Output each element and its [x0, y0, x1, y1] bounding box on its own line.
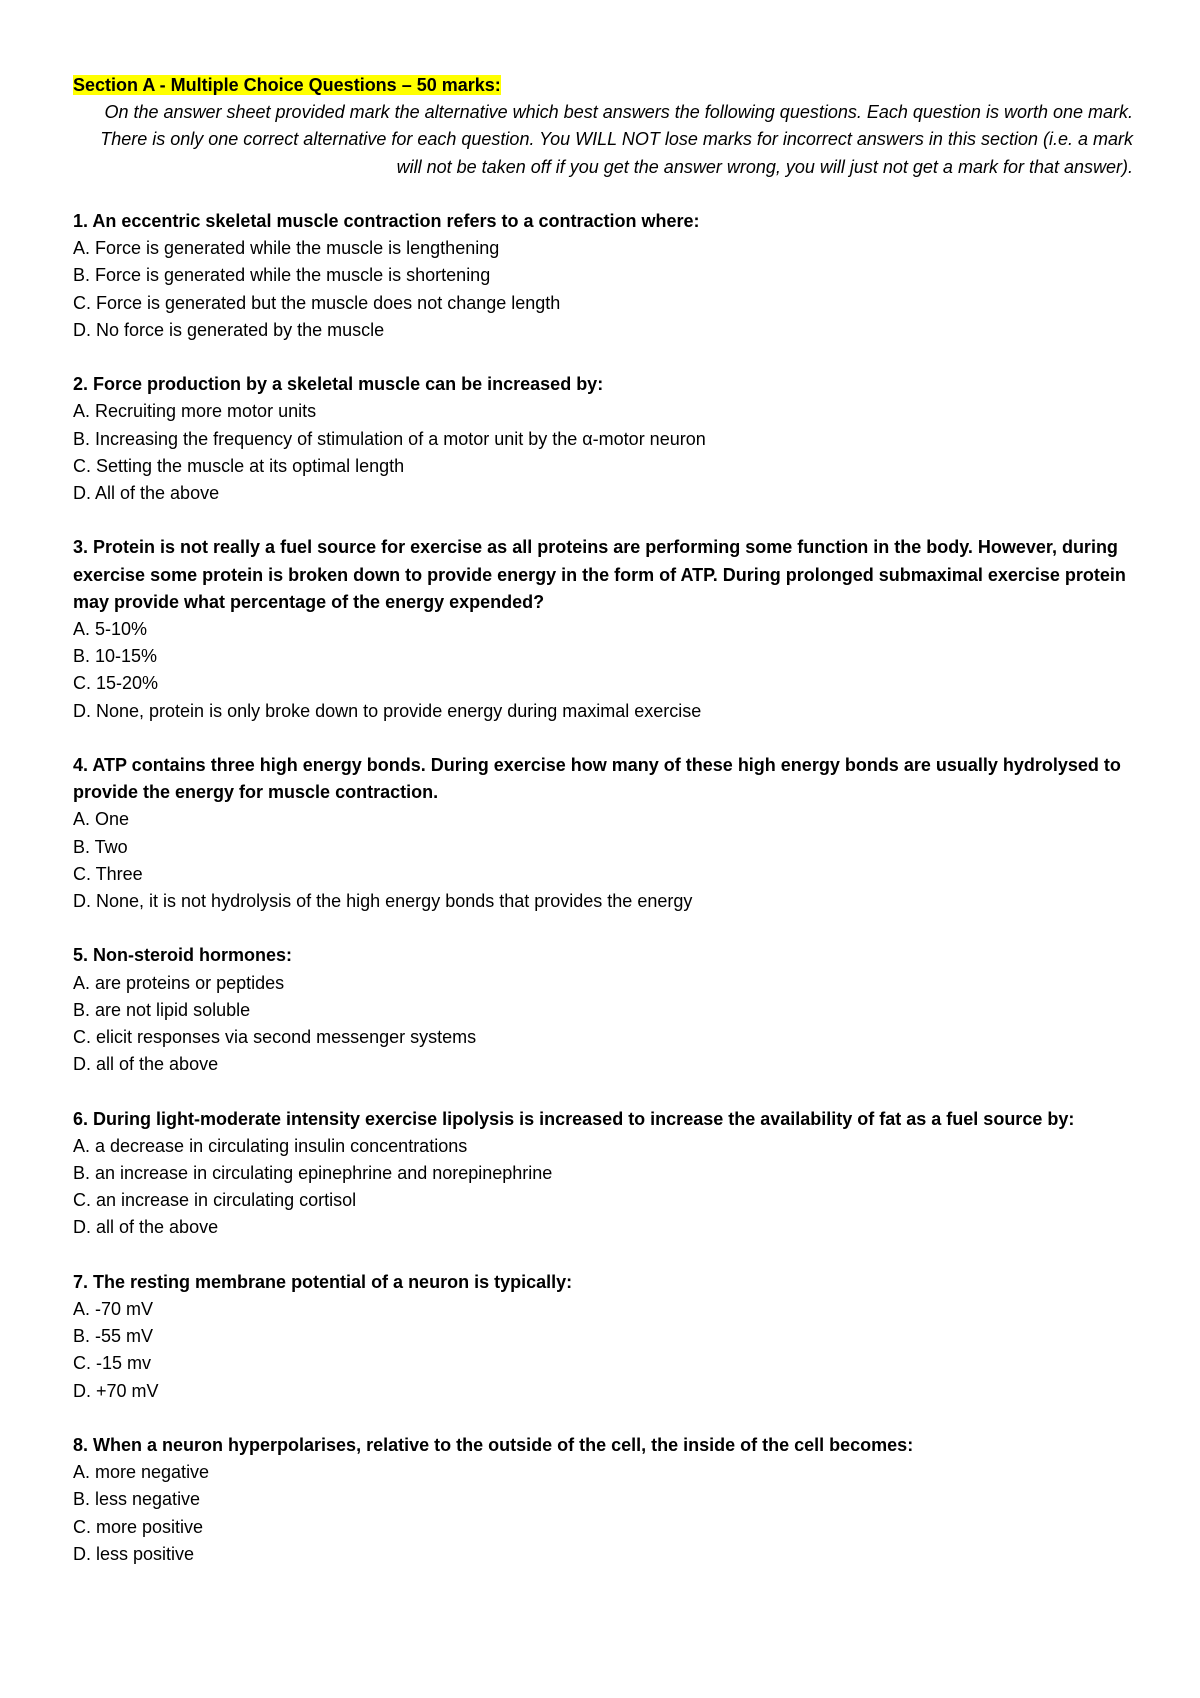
question-option: D. None, it is not hydrolysis of the high energy bonds that provides the energy: [73, 891, 693, 912]
question-option: C. Force is generated but the muscle does not change length: [73, 292, 561, 313]
question-4: [73, 752, 1133, 915]
question-stem: 5. Non-steroid hormones:: [73, 945, 293, 966]
question-option: A. Force is generated while the muscle is lengthening: [73, 238, 500, 259]
question-option: B. are not lipid soluble: [73, 999, 251, 1020]
question-option: A. more negative: [73, 1462, 210, 1483]
question-option: A. Recruiting more motor units: [73, 401, 317, 422]
question-option: D. all of the above: [73, 1217, 219, 1238]
question-2: [73, 371, 1133, 507]
question-6: [73, 1106, 1133, 1242]
question-8: [73, 1432, 1133, 1568]
question-option: D. all of the above: [73, 1054, 219, 1075]
question-stem: 1. An eccentric skeletal muscle contraction refers to a contraction where:: [73, 211, 700, 231]
question-stem: 8. When a neuron hyperpolarises, relative to the outside of the cell, the inside of the cell becomes:: [73, 1435, 914, 1456]
question-option: A. -70 mV: [73, 1299, 154, 1320]
question-stem: 7. The resting membrane potential of a neuron is typically:: [73, 1271, 573, 1292]
question-option: C. an increase in circulating cortisol: [73, 1190, 357, 1211]
document-page: [73, 72, 1133, 1568]
question-option: B. less negative: [73, 1489, 201, 1510]
question-option: D. All of the above: [73, 483, 220, 504]
question-option: D. +70 mV: [73, 1380, 159, 1401]
question-option: D. No force is generated by the muscle: [73, 319, 385, 340]
section-heading: Section A - Multiple Choice Questions – 50 marks:: [73, 75, 501, 95]
question-option: C. Three: [73, 863, 143, 884]
question-option: C. 15-20%: [73, 673, 159, 694]
question-option: B. Increasing the frequency of stimulation of a motor unit by the α-motor neuron: [73, 428, 706, 449]
section-heading-line: [73, 72, 1133, 99]
question-option: C. more positive: [73, 1516, 204, 1537]
question-3: [73, 534, 1133, 724]
question-option: C. Setting the muscle at its optimal length: [73, 455, 405, 476]
question-1: [73, 208, 1133, 344]
section-instructions: On the answer sheet provided mark the alternative which best answers the following questions. Each question is worth one mark. There is only one correct alternative for each question. You WILL NOT lose marks for incorrect answers in this section (i.e. a mark will not be taken off if you get the answer wrong, you will just not get a mark for that answer).: [100, 102, 1133, 177]
question-option: B. an increase in circulating epinephrine and norepinephrine: [73, 1163, 553, 1184]
question-option: A. are proteins or peptides: [73, 972, 285, 993]
question-stem: 4. ATP contains three high energy bonds. During exercise how many of these high energy bonds are usually hydrolysed to provide the energy for muscle contraction.: [73, 755, 1121, 803]
question-5: [73, 942, 1133, 1078]
question-7: [73, 1269, 1133, 1405]
question-stem: 2. Force production by a skeletal muscle can be increased by:: [73, 374, 604, 395]
question-option: B. Two: [73, 836, 128, 857]
question-option: D. None, protein is only broke down to provide energy during maximal exercise: [73, 700, 702, 721]
question-option: B. 10-15%: [73, 646, 158, 667]
question-option: C. -15 mv: [73, 1353, 152, 1374]
question-option: A. a decrease in circulating insulin concentrations: [73, 1135, 468, 1156]
question-option: B. Force is generated while the muscle is shortening: [73, 265, 491, 286]
question-stem: 6. During light-moderate intensity exercise lipolysis is increased to increase the availability of fat as a fuel source by:: [73, 1108, 1075, 1129]
question-option: C. elicit responses via second messenger systems: [73, 1027, 477, 1048]
question-list: [73, 208, 1133, 1568]
question-option: B. -55 mV: [73, 1326, 154, 1347]
question-option: A. One: [73, 809, 130, 830]
question-stem: 3. Protein is not really a fuel source for exercise as all proteins are performing some function in the body. However, during exercise some protein is broken down to provide energy in the form of ATP. During prolonged submaximal exercise protein may provide what percentage of the energy expended?: [73, 537, 1126, 612]
question-option: A. 5-10%: [73, 619, 148, 640]
question-option: D. less positive: [73, 1543, 195, 1564]
